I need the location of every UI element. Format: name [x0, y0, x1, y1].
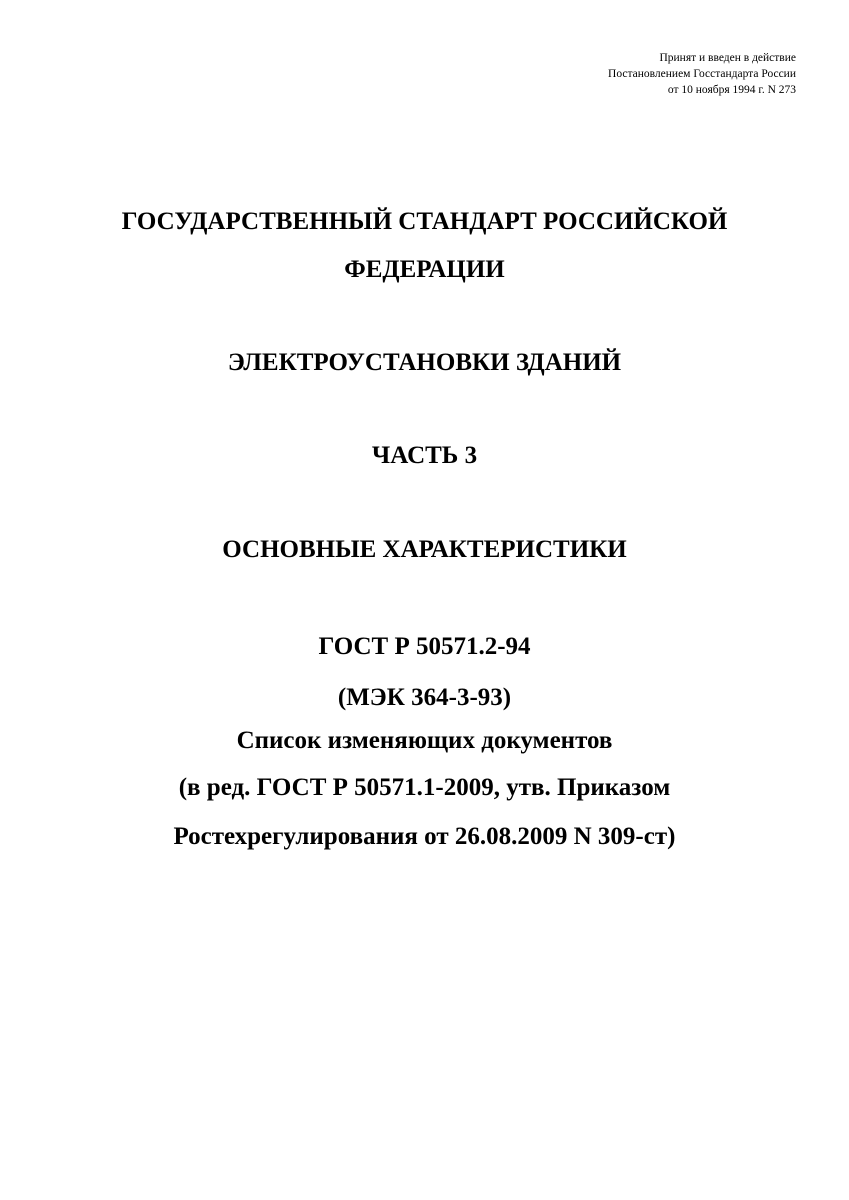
document-section: ОСНОВНЫЕ ХАРАКТЕРИСТИКИ [222, 536, 627, 563]
changes-line-2: Ростехрегулирования от 26.08.2009 N 309-ст) [173, 823, 676, 850]
approval-line-2: Постановлением Госстандарта России [608, 68, 796, 80]
standard-code: ГОСТ Р 50571.2-94 [318, 633, 531, 660]
document-title-line-2: ФЕДЕРАЦИИ [344, 256, 505, 283]
changes-line-1: (в ред. ГОСТ Р 50571.1-2009, утв. Приказом [178, 774, 671, 801]
approval-line-1: Принят и введен в действие [659, 52, 796, 64]
approval-note [496, 50, 796, 98]
document-title-line-1: ГОСУДАРСТВЕННЫЙ СТАНДАРТ РОССИЙСКОЙ [121, 208, 728, 235]
document-subject: ЭЛЕКТРОУСТАНОВКИ ЗДАНИЙ [227, 349, 622, 376]
changes-heading: Список изменяющих документов [236, 727, 613, 754]
approval-line-3: от 10 ноября 1994 г. N 273 [667, 84, 796, 96]
iec-code: (МЭК 364-3-93) [337, 684, 512, 711]
document-part: ЧАСТЬ 3 [371, 442, 478, 469]
